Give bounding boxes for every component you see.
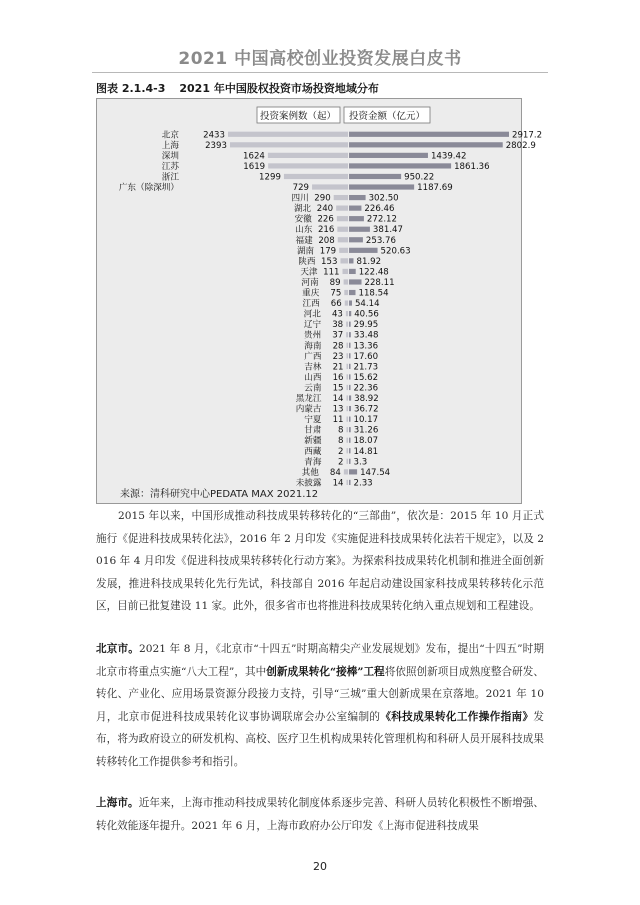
figure-label: 图表 2.1.4-3 <box>96 82 166 95</box>
count-bar <box>340 258 348 263</box>
region-label: 吉林 <box>304 362 322 373</box>
count-value-label: 8 <box>338 425 344 436</box>
amount-bar <box>349 438 351 443</box>
count-bar <box>228 132 348 137</box>
amount-bar <box>349 216 364 221</box>
count-bar <box>268 163 348 168</box>
region-label: 深圳 <box>161 151 179 162</box>
amount-value-label: 18.07 <box>353 436 379 447</box>
count-bar <box>347 385 349 390</box>
region-label: 四川 <box>291 193 309 204</box>
amount-bar <box>349 237 363 242</box>
count-bar <box>337 216 348 221</box>
amount-bar <box>349 142 503 147</box>
beijing-text-e: 发布，将为政府设立的研发机构、高校、医疗卫生机构成果转化管理机构和科研人员开展科技成果转移转化工作提供参考和指引。 <box>96 710 544 768</box>
count-bar <box>268 153 348 158</box>
amount-value-label: 3.3 <box>353 457 368 468</box>
amount-bar <box>349 174 401 179</box>
region-label: 湖北 <box>293 204 312 215</box>
beijing-text-c: 将依照创新项目成熟度整合研发、转化、产业化、应用场景资源分段接力支持，引导“三城”重大创新成果在京落地。2021 年 10 月，北京市促进科技成果转化议事协调联席会办公室编制的 <box>96 665 544 723</box>
amount-value-label: 54.14 <box>354 299 380 310</box>
count-value-label: 84 <box>329 467 341 478</box>
region-label: 湖南 <box>296 246 315 257</box>
region-label: 广西 <box>304 351 322 362</box>
region-label: 重庆 <box>302 288 320 299</box>
region-label: 云南 <box>304 383 322 394</box>
count-bar <box>347 353 349 358</box>
region-label: 西藏 <box>304 446 322 457</box>
figure-title: 2021 年中国股权投资市场投资地域分布 <box>179 82 379 95</box>
amount-bar <box>349 364 351 369</box>
count-value-label: 37 <box>332 330 344 341</box>
amount-value-label: 38.92 <box>354 394 379 405</box>
count-bar <box>345 300 348 305</box>
count-bar <box>347 395 349 400</box>
amount-bar <box>349 427 351 432</box>
count-bar <box>338 237 348 242</box>
beijing-highlight-project: 创新成果转化“接棒”工程 <box>266 665 385 678</box>
count-bar <box>347 343 349 348</box>
count-value-label: 16 <box>332 372 344 383</box>
count-bar <box>347 417 349 422</box>
amount-bar <box>349 184 414 189</box>
amount-bar <box>349 374 351 379</box>
count-bar <box>347 427 349 432</box>
count-value-label: 179 <box>319 246 337 257</box>
beijing-text-a: 2021 年 8 月，《北京市“十四五”时期高精尖产业发展规划》发布，提出“十四五”时期北京市将重点实施“八大工程”，其中 <box>96 643 545 678</box>
amount-value-label: 520.63 <box>380 246 411 257</box>
region-label: 山东 <box>295 225 313 236</box>
count-value-label: 1299 <box>259 172 281 183</box>
region-label: 福建 <box>295 235 313 246</box>
amount-bar <box>349 322 351 327</box>
paragraph-intro <box>96 505 544 618</box>
region-label: 上海 <box>161 140 179 151</box>
count-value-label: 43 <box>331 309 343 320</box>
region-label: 新疆 <box>304 436 322 447</box>
count-value-label: 89 <box>329 277 341 288</box>
amount-bar <box>349 279 362 284</box>
amount-value-label: 118.54 <box>358 288 389 299</box>
count-bar <box>346 332 348 337</box>
region-label: 青海 <box>304 457 322 468</box>
count-bar <box>334 195 348 200</box>
count-value-label: 2393 <box>205 140 227 151</box>
amount-value-label: 272.12 <box>366 214 398 225</box>
region-label: 贵州 <box>303 330 322 341</box>
region-label: 内蒙古 <box>295 404 322 415</box>
amount-value-label: 21.73 <box>353 362 379 373</box>
paragraph-intro-text: 2015 年以来，中国形成推动科技成果转移转化的“三部曲”，依次是：2015 年 10 月正式施行《促进科技成果转化法》，2016 年 2 月印发《实施促进科技成果转化法若干规定》，以及 2016 年 4 月印发《促进科技成果转移转化行动方案》。为探索科技成果转化机制和推进全面创新发展，推进科技成果转化先行先试，科技部自 2016 年起启动建设国家科技成果转移转化示范区，目前已批复建设 11 家。此外，很多省市也将推进科技成果转化纳入重点规划和工程建设。 <box>96 510 544 612</box>
amount-value-label: 33.48 <box>353 330 379 341</box>
legend-count-label: 投资案例数（起） <box>259 111 337 122</box>
figure-source: 来源：清科研究中心PEDATA MAX 2021.12 <box>120 489 319 500</box>
amount-bar <box>349 195 366 200</box>
shanghai-text: 近年来，上海市推动科技成果转化制度体系逐步完善、科研人员转化积极性不断增强、转化效能逐年提升。2021 年 6 月，上海市政府办公厅印发《上海市促进科技成果 <box>96 797 545 832</box>
region-label: 甘肃 <box>304 425 322 436</box>
count-value-label: 153 <box>321 256 338 267</box>
count-value-label: 1619 <box>243 161 266 172</box>
amount-bar <box>349 469 357 474</box>
count-value-label: 226 <box>317 214 334 225</box>
paragraph-beijing <box>96 638 544 773</box>
count-value-label: 2 <box>338 446 344 457</box>
region-distribution-chart <box>97 99 543 503</box>
region-label: 陕西 <box>298 256 316 267</box>
count-bar <box>347 480 349 485</box>
page-header-title: 2021 中国高校创业投资发展白皮书 <box>178 49 462 69</box>
amount-value-label: 147.54 <box>360 467 391 478</box>
amount-bar <box>349 153 428 158</box>
count-value-label: 15 <box>332 383 344 394</box>
amount-bar <box>349 227 370 232</box>
amount-value-label: 1187.69 <box>417 183 453 194</box>
amount-bar <box>349 385 351 390</box>
count-bar <box>343 269 348 274</box>
region-label: 海南 <box>304 341 322 352</box>
amount-bar <box>349 311 351 316</box>
region-label: 其他 <box>301 467 319 478</box>
count-bar <box>347 374 349 379</box>
region-label: 浙江 <box>161 172 179 183</box>
amount-bar <box>349 258 353 263</box>
amount-value-label: 22.36 <box>353 383 379 394</box>
beijing-lead: 北京市。 <box>96 643 139 655</box>
amount-value-label: 81.92 <box>356 256 382 267</box>
amount-value-label: 15.62 <box>353 372 379 383</box>
count-value-label: 13 <box>332 404 344 415</box>
amount-value-label: 1439.42 <box>430 151 467 162</box>
count-bar <box>339 248 348 253</box>
amount-value-label: 381.47 <box>372 225 404 236</box>
legend-amount-label: 投资金额（亿元） <box>348 111 426 122</box>
count-bar <box>346 322 348 327</box>
amount-value-label: 228.11 <box>364 277 395 288</box>
amount-value-label: 253.76 <box>365 235 396 246</box>
amount-value-label: 36.72 <box>354 404 379 415</box>
count-value-label: 28 <box>332 341 344 352</box>
amount-value-label: 2.33 <box>353 478 373 489</box>
region-label: 北京 <box>161 130 179 141</box>
amount-value-label: 2917.2 <box>512 130 543 141</box>
amount-bar <box>349 269 356 274</box>
count-value-label: 290 <box>314 193 331 204</box>
header-divider <box>92 72 548 73</box>
amount-value-label: 1861.36 <box>454 161 490 172</box>
amount-value-label: 950.22 <box>404 172 435 183</box>
region-label: 山西 <box>304 372 322 383</box>
count-value-label: 2 <box>338 457 344 468</box>
amount-value-label: 13.36 <box>353 341 379 352</box>
count-value-label: 14 <box>332 394 344 405</box>
paragraph-shanghai <box>96 792 544 837</box>
count-value-label: 38 <box>332 320 344 331</box>
amount-value-label: 31.26 <box>353 425 379 436</box>
region-label: 河北 <box>303 309 321 320</box>
count-bar <box>284 174 348 179</box>
region-label: 辽宁 <box>303 320 322 331</box>
amount-bar <box>349 248 378 253</box>
region-label: 黑龙江 <box>295 394 322 405</box>
shanghai-lead: 上海市。 <box>96 797 139 809</box>
amount-bar <box>349 417 351 422</box>
amount-bar <box>349 459 351 464</box>
region-label: 宁夏 <box>304 415 322 426</box>
amount-bar <box>349 206 361 211</box>
count-bar <box>347 364 349 369</box>
chart-panel <box>96 98 543 504</box>
region-label: 江苏 <box>161 161 179 172</box>
amount-bar <box>349 480 351 485</box>
region-label: 江西 <box>302 299 320 310</box>
count-bar <box>344 290 348 295</box>
amount-bar <box>349 353 351 358</box>
amount-bar <box>349 406 351 411</box>
count-bar <box>347 459 349 464</box>
amount-value-label: 14.81 <box>353 446 379 457</box>
figure-caption <box>96 80 379 96</box>
amount-bar <box>349 332 351 337</box>
count-bar <box>346 311 348 316</box>
beijing-highlight-guide: 《科技成果转化工作操作指南》 <box>380 710 534 723</box>
count-bar <box>347 438 349 443</box>
count-value-label: 14 <box>332 478 344 489</box>
count-bar <box>347 406 349 411</box>
amount-value-label: 29.95 <box>353 320 379 331</box>
amount-bar <box>349 448 351 453</box>
amount-bar <box>349 163 451 168</box>
count-value-label: 111 <box>323 267 340 278</box>
count-value-label: 208 <box>318 235 335 246</box>
amount-value-label: 302.50 <box>368 193 399 204</box>
amount-bar <box>349 132 509 137</box>
amount-bar <box>349 300 352 305</box>
region-label: 未披露 <box>295 478 322 489</box>
count-bar <box>230 142 348 147</box>
region-label: 河南 <box>301 277 319 288</box>
count-bar <box>347 448 349 453</box>
count-value-label: 75 <box>330 288 342 299</box>
count-value-label: 1624 <box>243 151 265 162</box>
page-number: 20 <box>313 860 327 873</box>
count-bar <box>337 227 348 232</box>
count-value-label: 2433 <box>203 130 225 141</box>
region-label: 广东（除深圳） <box>118 183 179 194</box>
amount-value-label: 2802.9 <box>505 140 536 151</box>
count-bar <box>344 279 348 284</box>
count-bar <box>336 206 348 211</box>
count-bar <box>312 184 348 189</box>
count-value-label: 729 <box>292 183 310 194</box>
region-label: 安徽 <box>294 214 312 225</box>
amount-value-label: 122.48 <box>358 267 389 278</box>
count-value-label: 240 <box>316 204 334 215</box>
count-value-label: 216 <box>317 225 335 236</box>
count-value-label: 8 <box>338 436 344 447</box>
amount-value-label: 10.17 <box>353 415 379 426</box>
count-value-label: 11 <box>332 415 344 426</box>
amount-value-label: 17.60 <box>353 351 379 362</box>
count-value-label: 21 <box>332 362 344 373</box>
count-bar <box>344 469 348 474</box>
amount-bar <box>349 343 351 348</box>
amount-value-label: 226.46 <box>364 204 395 215</box>
amount-value-label: 40.56 <box>354 309 379 320</box>
region-label: 天津 <box>300 267 318 278</box>
count-value-label: 23 <box>332 351 344 362</box>
count-value-label: 66 <box>330 299 342 310</box>
amount-bar <box>349 395 351 400</box>
amount-bar <box>349 290 356 295</box>
